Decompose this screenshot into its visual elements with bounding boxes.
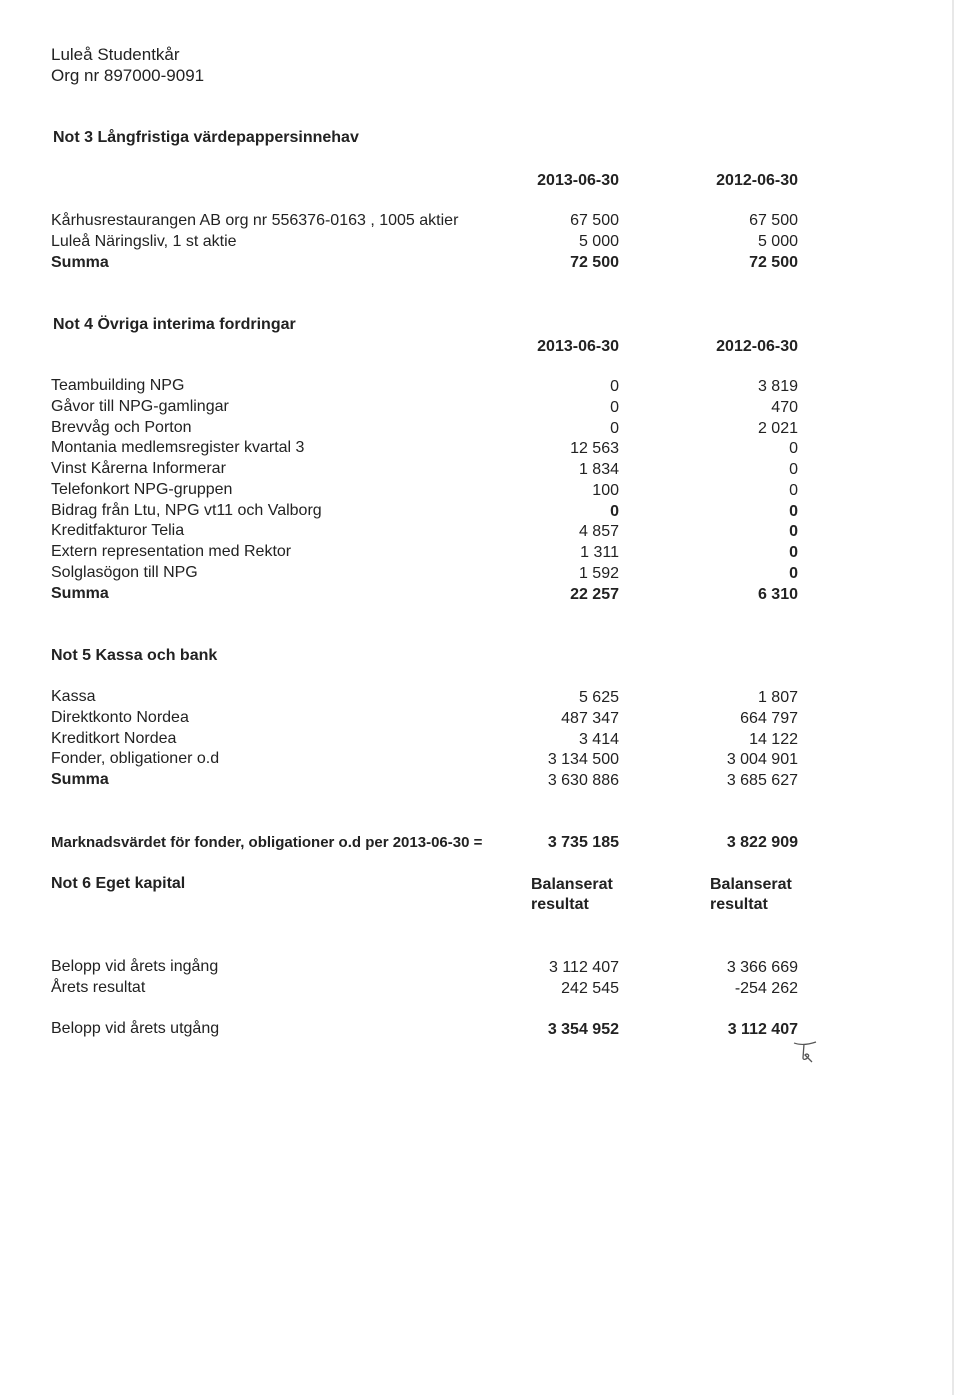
note6-col1-header-line1: Balanserat xyxy=(531,876,613,893)
note4-sum-2012: 6 310 xyxy=(757,586,798,603)
note4-row-value-2012: 2 021 xyxy=(757,420,798,437)
note4-row-value-2012: 3 819 xyxy=(757,378,798,395)
note6-row-label: Årets resultat xyxy=(51,979,146,996)
note4-col1-header: 2013-06-30 xyxy=(537,338,619,355)
note4-row-value-2012: 0 xyxy=(789,461,798,478)
note4-row-value-2012: 0 xyxy=(789,503,798,520)
note4-row-value-2013: 1 592 xyxy=(578,565,619,582)
note3-col1-header: 2013-06-30 xyxy=(537,172,619,189)
note4-row-value-2013: 1 834 xyxy=(578,461,619,478)
note5-row-label: Fonder, obligationer o.d xyxy=(51,750,220,767)
note4-row-label: Kreditfakturor Telia xyxy=(51,522,185,539)
note4-row-value-2013: 12 563 xyxy=(570,440,619,457)
note4-sum-label: Summa xyxy=(51,585,109,602)
note3-sum-2012: 72 500 xyxy=(749,254,798,271)
note5-sum-2012: 3 685 627 xyxy=(726,772,798,789)
note6-title: Not 6 Eget kapital xyxy=(51,875,186,892)
note4-row-value-2013: 100 xyxy=(592,482,619,499)
note4-row-value-2012: 0 xyxy=(789,523,798,540)
note4-row-label: Teambuilding NPG xyxy=(51,377,185,394)
note5-row-value-2013: 487 347 xyxy=(561,710,619,727)
note5-row-value-2013: 3 134 500 xyxy=(547,751,619,768)
note4-row-label: Montania medlemsregister kvartal 3 xyxy=(51,439,305,456)
note3-title: Not 3 Långfristiga värdepappersinnehav xyxy=(53,129,359,146)
note6-row-value-col1: 242 545 xyxy=(561,980,619,997)
note4-row-label: Bidrag från Ltu, NPG vt11 och Valborg xyxy=(51,502,322,519)
note6-col1-header-line2: resultat xyxy=(531,896,589,913)
note6-row-label: Belopp vid årets ingång xyxy=(51,958,219,975)
note4-row-value-2013: 0 xyxy=(610,503,619,520)
note3-row-value-2012: 5 000 xyxy=(757,233,798,250)
market-value-label: Marknadsvärdet för fonder, obligationer o.d per 2013-06-30 = xyxy=(51,834,483,851)
note6-row-value-col2: 3 366 669 xyxy=(726,959,798,976)
note4-row-label: Telefonkort NPG-gruppen xyxy=(51,481,233,498)
note5-row-label: Kreditkort Nordea xyxy=(51,730,177,747)
note3-row-value-2012: 67 500 xyxy=(749,212,798,229)
note5-title: Not 5 Kassa och bank xyxy=(51,647,218,664)
note5-row-value-2012: 14 122 xyxy=(749,731,798,748)
note4-row-label: Vinst Kårerna Informerar xyxy=(51,460,226,477)
note6-closing-col1: 3 354 952 xyxy=(547,1021,619,1038)
note4-row-label: Gåvor till NPG-gamlingar xyxy=(51,398,229,415)
note5-row-value-2012: 3 004 901 xyxy=(726,751,798,768)
page-edge xyxy=(952,0,954,1395)
note4-row-value-2012: 470 xyxy=(771,399,798,416)
handwritten-initial-mark xyxy=(792,1040,832,1066)
note4-row-value-2012: 0 xyxy=(789,482,798,499)
note4-row-value-2013: 1 311 xyxy=(580,544,619,561)
note6-col2-header-line2: resultat xyxy=(710,896,768,913)
note5-row-label: Direktkonto Nordea xyxy=(51,709,189,726)
note4-col2-header: 2012-06-30 xyxy=(716,338,798,355)
note4-row-value-2013: 0 xyxy=(610,420,619,437)
note3-row-label: Kårhusrestaurangen AB org nr 556376-0163 , 1005 aktier xyxy=(51,212,459,229)
note4-row-value-2012: 0 xyxy=(789,565,798,582)
note4-row-label: Solglasögon till NPG xyxy=(51,564,198,581)
note3-row-label: Luleå Näringsliv, 1 st aktie xyxy=(51,233,237,250)
note5-sum-label: Summa xyxy=(51,771,109,788)
note6-row-value-col2: -254 262 xyxy=(734,980,798,997)
note4-row-label: Extern representation med Rektor xyxy=(51,543,292,560)
note5-row-value-2013: 3 414 xyxy=(578,731,619,748)
note4-row-value-2013: 4 857 xyxy=(578,523,619,540)
note3-sum-label: Summa xyxy=(51,254,109,271)
note3-col2-header: 2012-06-30 xyxy=(716,172,798,189)
note5-row-value-2012: 1 807 xyxy=(757,689,798,706)
note6-col2-header-line1: Balanserat xyxy=(710,876,792,893)
note4-sum-2013: 22 257 xyxy=(570,586,619,603)
note5-row-value-2013: 5 625 xyxy=(578,689,619,706)
org-name: Luleå Studentkår xyxy=(51,45,180,64)
market-value-2013: 3 735 185 xyxy=(547,834,619,851)
note6-row-value-col1: 3 112 407 xyxy=(549,959,619,976)
note5-row-value-2012: 664 797 xyxy=(740,710,798,727)
note6-closing-col2: 3 112 407 xyxy=(727,1021,798,1038)
market-value-2012: 3 822 909 xyxy=(726,834,798,851)
note3-sum-2013: 72 500 xyxy=(570,254,619,271)
note3-row-value-2013: 67 500 xyxy=(570,212,619,229)
note3-row-value-2013: 5 000 xyxy=(578,233,619,250)
note5-row-label: Kassa xyxy=(51,688,96,705)
note5-sum-2013: 3 630 886 xyxy=(547,772,619,789)
note4-row-value-2012: 0 xyxy=(789,440,798,457)
note6-closing-label: Belopp vid årets utgång xyxy=(51,1020,220,1037)
note4-row-value-2013: 0 xyxy=(610,378,619,395)
org-number: Org nr 897000-9091 xyxy=(51,66,205,85)
note4-row-label: Brevvåg och Porton xyxy=(51,419,192,436)
note4-row-value-2012: 0 xyxy=(789,544,798,561)
note4-row-value-2013: 0 xyxy=(610,399,619,416)
note4-title: Not 4 Övriga interima fordringar xyxy=(53,316,296,333)
